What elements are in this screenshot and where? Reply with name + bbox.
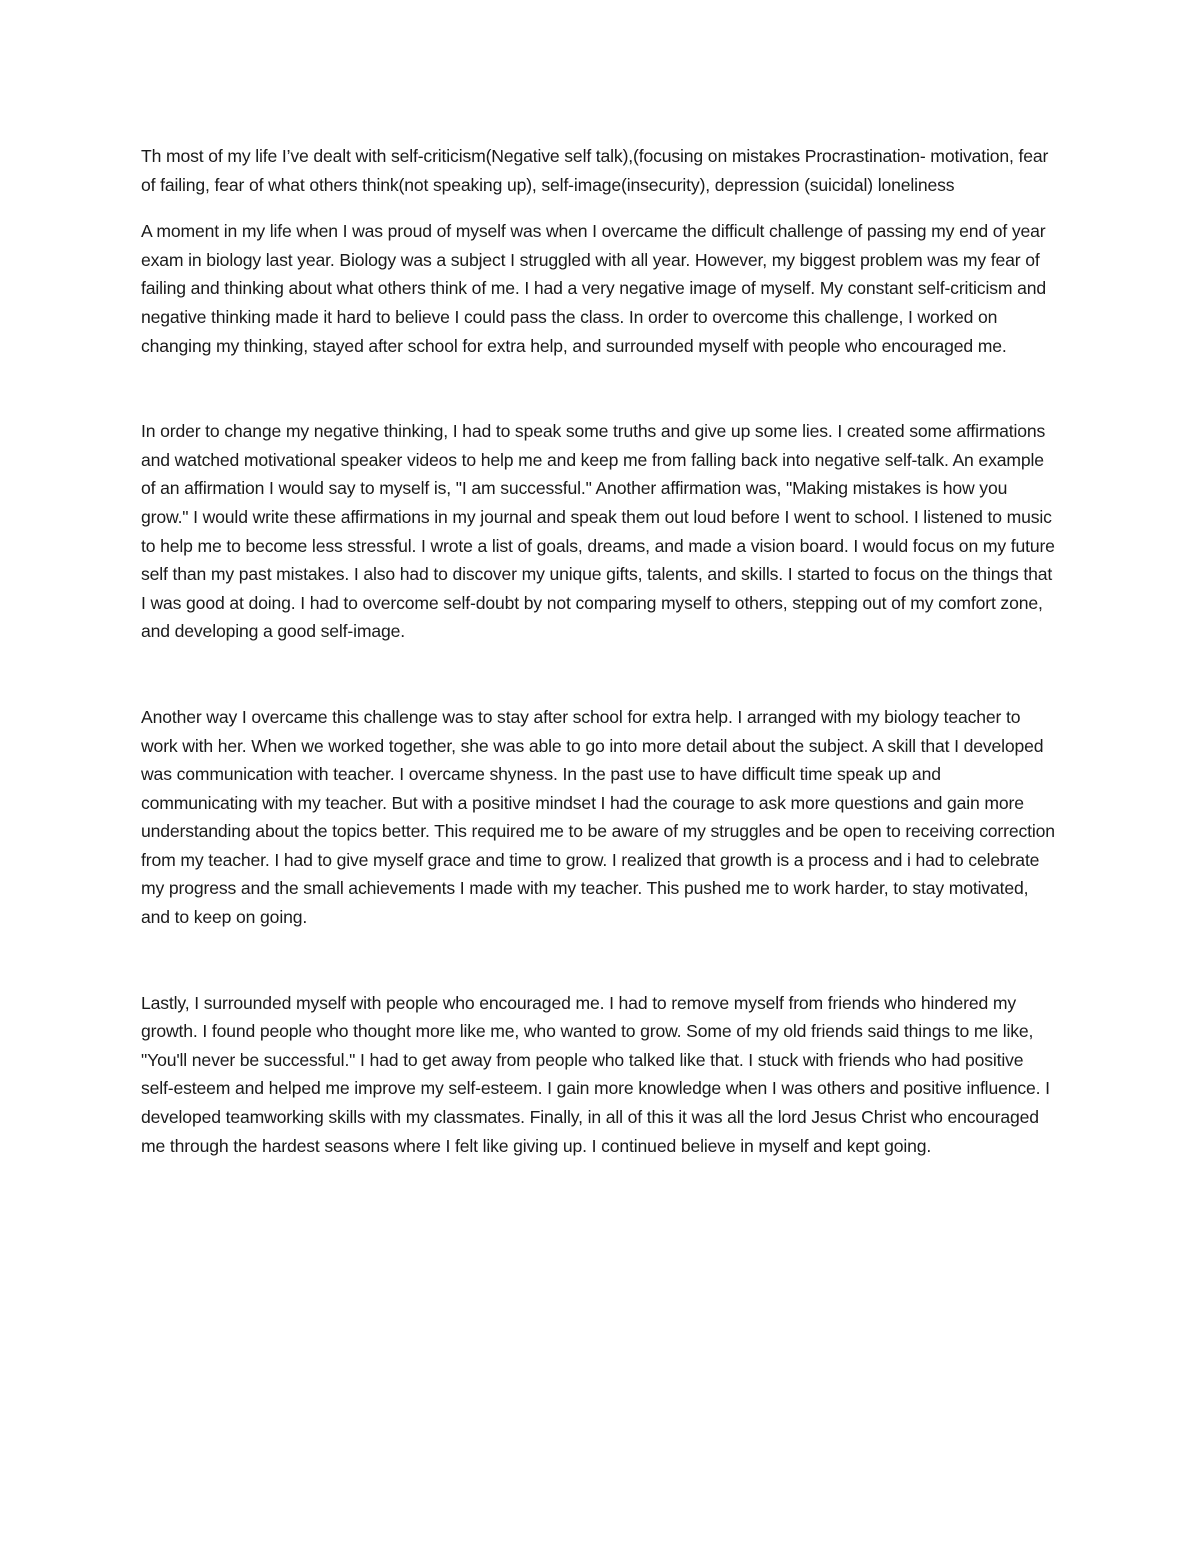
paragraph-spacer [141, 360, 1059, 417]
paragraph-spacer [141, 646, 1059, 703]
paragraph-intro-list: Th most of my life I’ve dealt with self-criticism(Negative self talk),(focusing on mistakes Procrastination- motivation, fear of failing, fear of what others think(not speaking up), self-image(insecurity), depression (suicidal) loneliness [141, 146, 1049, 195]
paragraph-proud-moment: A moment in my life when I was proud of myself was when I overcame the difficult challenge of passing my end of year exam in biology last year. Biology was a subject I struggled with all year. However, my biggest problem was my fear of failing and thinking about what others think of me. I had a very negative image of myself. My constant self-criticism and negative thinking made it hard to believe I could pass the class. In order to overcome this challenge, I worked on changing my thinking, stayed after school for extra help, and surrounded myself with people who encouraged me. [141, 221, 1046, 356]
paragraph-spacer [141, 199, 1059, 217]
paragraph-spacer [141, 932, 1059, 989]
paragraph-extra-help: Another way I overcame this challenge was to stay after school for extra help. I arranged with my biology teacher to work with her. When we worked together, she was able to go into more detail about the subject. A skill that I developed was communication with teacher. I overcame shyness. In the past use to have difficult time speak up and communicating with my teacher. But with a positive mindset I had the courage to ask more questions and gain more understanding about the topics better. This required me to be aware of my struggles and be open to receiving correction from my teacher. I had to give myself grace and time to grow. I realized that growth is a process and i had to celebrate my progress and the small achievements I made with my teacher. This pushed me to work harder, to stay motivated, and to keep on going. [141, 706, 1055, 928]
document-body [141, 142, 1059, 1160]
paragraph-encouraging-people: Lastly, I surrounded myself with people who encouraged me. I had to remove myself from friends who hindered my growth. I found people who thought more like me, who wanted to grow. Some of my old friends said things to me like, "You'll never be successful." I had to get away from people who talked like that. I stuck with friends who had positive self-esteem and helped me improve my self-esteem. I gain more knowledge when I was others and positive influence. I developed teamworking skills with my classmates. Finally, in all of this it was all the lord Jesus Christ who encouraged me through the hardest seasons where I felt like giving up. I continued believe in myself and kept going. [141, 992, 1050, 1156]
paragraph-negative-thinking: In order to change my negative thinking, I had to speak some truths and give up some lies. I created some affirmations and watched motivational speaker videos to help me and keep me from falling back into negative self-talk. An example of an affirmation I would say to myself is, "I am successful." Another affirmation was, "Making mistakes is how you grow." I would write these affirmations in my journal and speak them out loud before I went to school. I listened to music to help me to become less stressful. I wrote a list of goals, dreams, and made a vision board. I would focus on my future self than my past mistakes. I also had to discover my unique gifts, talents, and skills. I started to focus on the things that I was good at doing. I had to overcome self-doubt by not comparing myself to others, stepping out of my comfort zone, and developing a good self-image. [141, 421, 1055, 642]
